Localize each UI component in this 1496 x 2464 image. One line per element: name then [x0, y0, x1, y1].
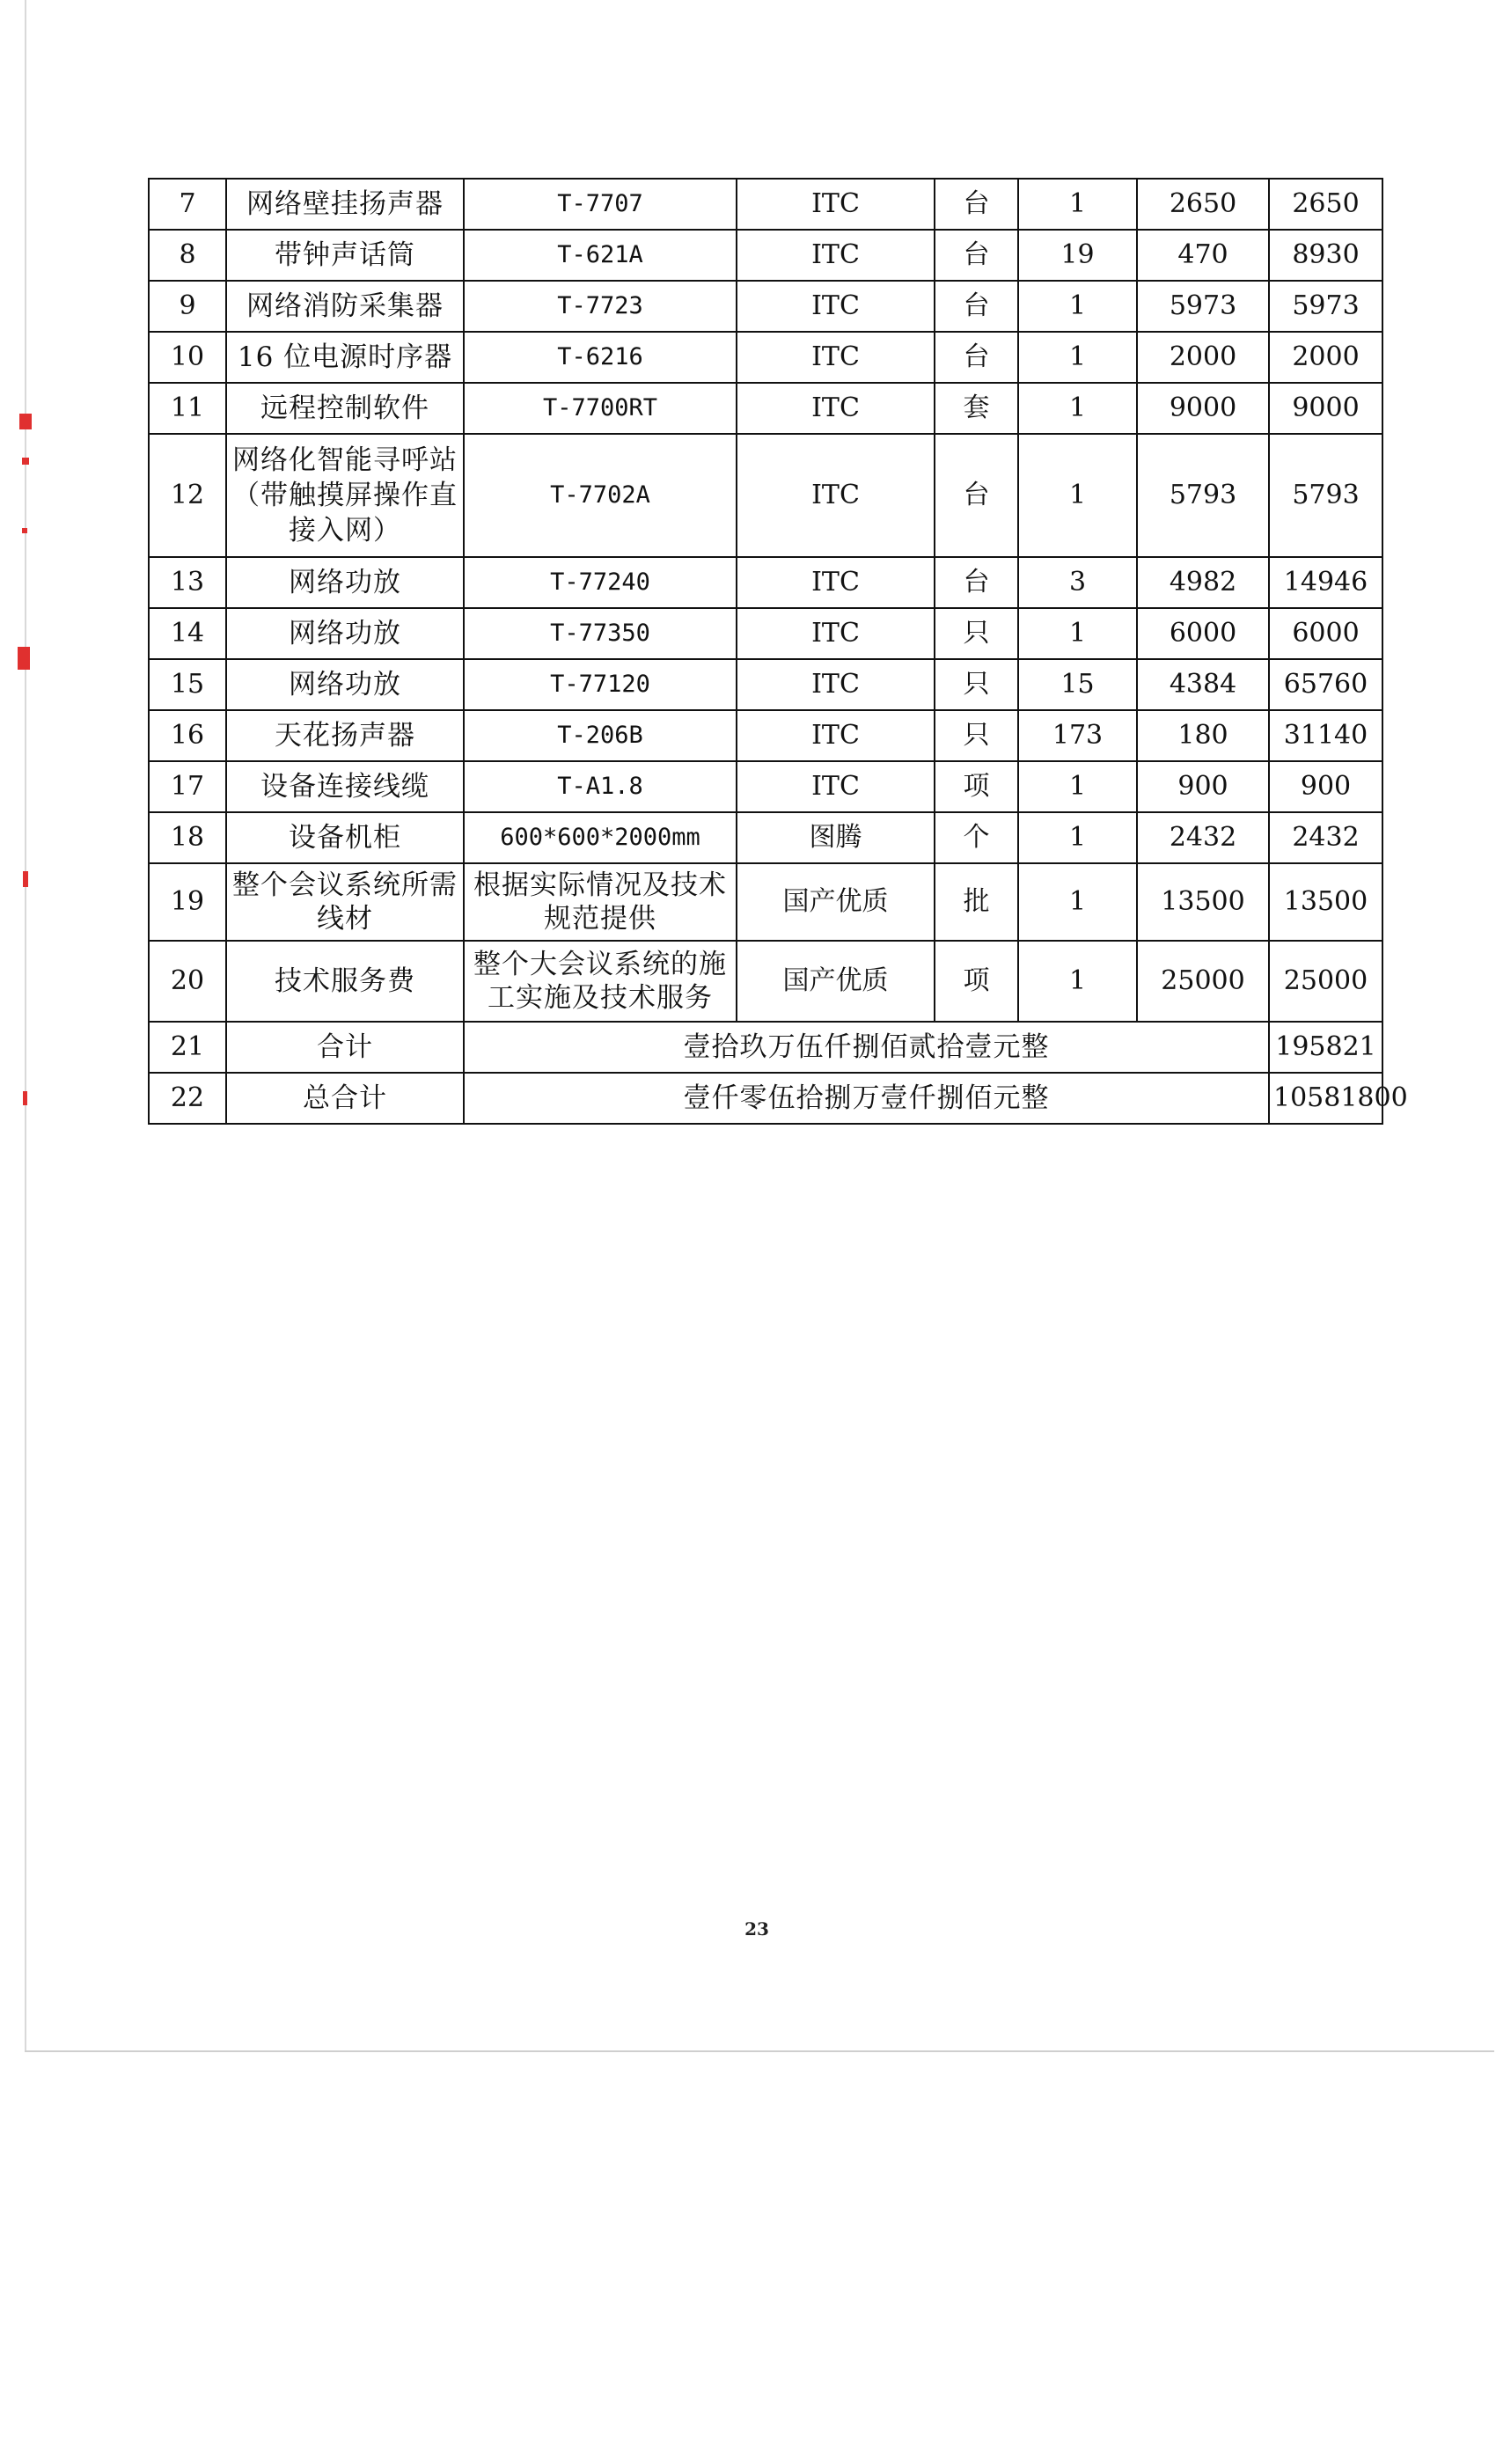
cell-unit: 台: [935, 332, 1018, 383]
cell-model: T-7700RT: [464, 383, 737, 434]
cell-brand: ITC: [737, 332, 935, 383]
cell-total: 2432: [1269, 812, 1382, 863]
cell-model: T-7723: [464, 281, 737, 332]
cell-qty: 3: [1018, 557, 1137, 608]
cell-model: T-206B: [464, 710, 737, 761]
cell-unit: 项: [935, 761, 1018, 812]
grand-total-amount: 10581800: [1269, 1073, 1382, 1124]
cell-price: 2432: [1137, 812, 1269, 863]
cell-brand: 国产优质: [737, 863, 935, 941]
cell-brand: ITC: [737, 659, 935, 710]
cell-unit: 台: [935, 179, 1018, 230]
cell-no: 10: [149, 332, 226, 383]
grand-total-amount-words: 壹仟零伍拾捌万壹仟捌佰元整: [464, 1073, 1269, 1124]
cell-name: 技术服务费: [226, 941, 464, 1022]
cell-no: 19: [149, 863, 226, 941]
cell-model: [464, 941, 737, 1022]
cell-unit: 项: [935, 941, 1018, 1022]
cell-price: 470: [1137, 230, 1269, 281]
cell-qty: 173: [1018, 710, 1137, 761]
cell-unit: 台: [935, 230, 1018, 281]
cell-price: 13500: [1137, 863, 1269, 941]
subtotal-amount: 195821: [1269, 1022, 1382, 1073]
cell-model: T-77240: [464, 557, 737, 608]
cell-model: T-6216: [464, 332, 737, 383]
cell-price: 180: [1137, 710, 1269, 761]
grand-total-label: 总合计: [226, 1073, 464, 1124]
cell-total: 900: [1269, 761, 1382, 812]
table-row: [149, 179, 1382, 230]
cell-qty: 1: [1018, 383, 1137, 434]
cell-unit: 批: [935, 863, 1018, 941]
table-row: [149, 812, 1382, 863]
cell-price: 5793: [1137, 434, 1269, 557]
cell-model: T-7702A: [464, 434, 737, 557]
cell-name-line: 线材: [317, 903, 373, 935]
cell-model-line: 整个大会议系统的施: [473, 949, 727, 980]
cell-price: 25000: [1137, 941, 1269, 1022]
page-edge-line: [25, 0, 26, 2050]
cell-brand: ITC: [737, 557, 935, 608]
cell-qty: 1: [1018, 941, 1137, 1022]
page-number: 23: [744, 1918, 769, 1940]
equipment-price-table: [148, 178, 1408, 1125]
table-row: [149, 281, 1382, 332]
cell-no: 14: [149, 608, 226, 659]
cell-name: 网络壁挂扬声器: [226, 179, 464, 230]
cell-brand: ITC: [737, 383, 935, 434]
cell-name: [226, 863, 464, 941]
cell-qty: 1: [1018, 812, 1137, 863]
table-row: [149, 608, 1382, 659]
cell-brand: 国产优质: [737, 941, 935, 1022]
cell-name: 网络功放: [226, 659, 464, 710]
cell-total: 8930: [1269, 230, 1382, 281]
cell-price: 5973: [1137, 281, 1269, 332]
cell-no: 13: [149, 557, 226, 608]
cell-price: 2650: [1137, 179, 1269, 230]
cell-name-line: （带触摸屏操作直: [232, 480, 458, 511]
cell-brand: ITC: [737, 230, 935, 281]
table-row: [149, 383, 1382, 434]
cell-no: 16: [149, 710, 226, 761]
cell-qty: 1: [1018, 281, 1137, 332]
cell-qty: 1: [1018, 332, 1137, 383]
cell-name: 网络功放: [226, 608, 464, 659]
cell-unit: 只: [935, 659, 1018, 710]
cell-model: T-A1.8: [464, 761, 737, 812]
cell-price: 900: [1137, 761, 1269, 812]
cell-brand: ITC: [737, 761, 935, 812]
cell-model-line: 根据实际情况及技术: [473, 869, 727, 901]
cell-total: 14946: [1269, 557, 1382, 608]
cell-qty: 1: [1018, 434, 1137, 557]
red-stamp-mark: [22, 528, 27, 533]
subtotal-amount-words: 壹拾玖万伍仟捌佰贰拾壹元整: [464, 1022, 1269, 1073]
table-row: [149, 761, 1382, 812]
cell-unit: 台: [935, 281, 1018, 332]
cell-total: 5793: [1269, 434, 1382, 557]
grand-total-row: [149, 1073, 1382, 1124]
red-stamp-mark: [22, 458, 29, 465]
cell-model: T-7707: [464, 179, 737, 230]
red-stamp-mark: [23, 1091, 27, 1105]
cell-total: 9000: [1269, 383, 1382, 434]
cell-model: T-77350: [464, 608, 737, 659]
cell-model: 600*600*2000mm: [464, 812, 737, 863]
cell-name: 天花扬声器: [226, 710, 464, 761]
cell-name: 设备机柜: [226, 812, 464, 863]
cell-unit: 只: [935, 608, 1018, 659]
cell-price: 6000: [1137, 608, 1269, 659]
cell-model: T-77120: [464, 659, 737, 710]
cell-total: 5973: [1269, 281, 1382, 332]
cell-name: [226, 434, 464, 557]
page-edge-line: [25, 2050, 1494, 2052]
cell-brand: ITC: [737, 179, 935, 230]
cell-name: 设备连接线缆: [226, 761, 464, 812]
cell-brand: ITC: [737, 608, 935, 659]
table-row: [149, 863, 1382, 941]
cell-unit: 台: [935, 557, 1018, 608]
red-stamp-mark: [23, 871, 28, 887]
cell-total: 31140: [1269, 710, 1382, 761]
cell-name: 远程控制软件: [226, 383, 464, 434]
cell-price: 4384: [1137, 659, 1269, 710]
cell-price: 4982: [1137, 557, 1269, 608]
table-row: [149, 557, 1382, 608]
cell-qty: 15: [1018, 659, 1137, 710]
cell-qty: 1: [1018, 863, 1137, 941]
cell-name-line: 接入网）: [289, 515, 401, 546]
cell-unit: 个: [935, 812, 1018, 863]
cell-qty: 1: [1018, 179, 1137, 230]
cell-no: 11: [149, 383, 226, 434]
cell-unit: 台: [935, 434, 1018, 557]
cell-model-line: 工实施及技术服务: [488, 982, 713, 1014]
cell-name: 网络功放: [226, 557, 464, 608]
cell-no: 12: [149, 434, 226, 557]
red-stamp-mark: [19, 414, 32, 429]
cell-no: 17: [149, 761, 226, 812]
cell-no: 22: [149, 1073, 226, 1124]
cell-qty: 1: [1018, 761, 1137, 812]
table-row: [149, 434, 1382, 557]
cell-no: 15: [149, 659, 226, 710]
red-stamp-mark: [18, 647, 30, 670]
cell-brand: ITC: [737, 434, 935, 557]
cell-total: 2000: [1269, 332, 1382, 383]
cell-name-line: 网络化智能寻呼站: [232, 444, 458, 476]
cell-no: 21: [149, 1022, 226, 1073]
cell-total: 13500: [1269, 863, 1382, 941]
table-row: [149, 659, 1382, 710]
cell-total: 25000: [1269, 941, 1382, 1022]
cell-no: 9: [149, 281, 226, 332]
cell-model-line: 规范提供: [544, 903, 656, 935]
subtotal-row: [149, 1022, 1382, 1073]
table-row: [149, 941, 1382, 1022]
cell-price: 2000: [1137, 332, 1269, 383]
table-row: [149, 332, 1382, 383]
cell-name: 16 位电源时序器: [226, 332, 464, 383]
cell-total: 6000: [1269, 608, 1382, 659]
subtotal-label: 合计: [226, 1022, 464, 1073]
cell-no: 18: [149, 812, 226, 863]
cell-no: 7: [149, 179, 226, 230]
cell-brand: ITC: [737, 710, 935, 761]
cell-unit: 只: [935, 710, 1018, 761]
cell-model: T-621A: [464, 230, 737, 281]
cell-qty: 19: [1018, 230, 1137, 281]
cell-name: 网络消防采集器: [226, 281, 464, 332]
table-row: [149, 230, 1382, 281]
cell-price: 9000: [1137, 383, 1269, 434]
cell-name-line: 整个会议系统所需: [232, 869, 458, 901]
cell-name: 带钟声话筒: [226, 230, 464, 281]
cell-total: 2650: [1269, 179, 1382, 230]
cell-qty: 1: [1018, 608, 1137, 659]
cell-brand: ITC: [737, 281, 935, 332]
table-row: [149, 710, 1382, 761]
cell-no: 20: [149, 941, 226, 1022]
cell-total: 65760: [1269, 659, 1382, 710]
cell-unit: 套: [935, 383, 1018, 434]
cell-no: 8: [149, 230, 226, 281]
cell-model: [464, 863, 737, 941]
cell-brand: 图腾: [737, 812, 935, 863]
